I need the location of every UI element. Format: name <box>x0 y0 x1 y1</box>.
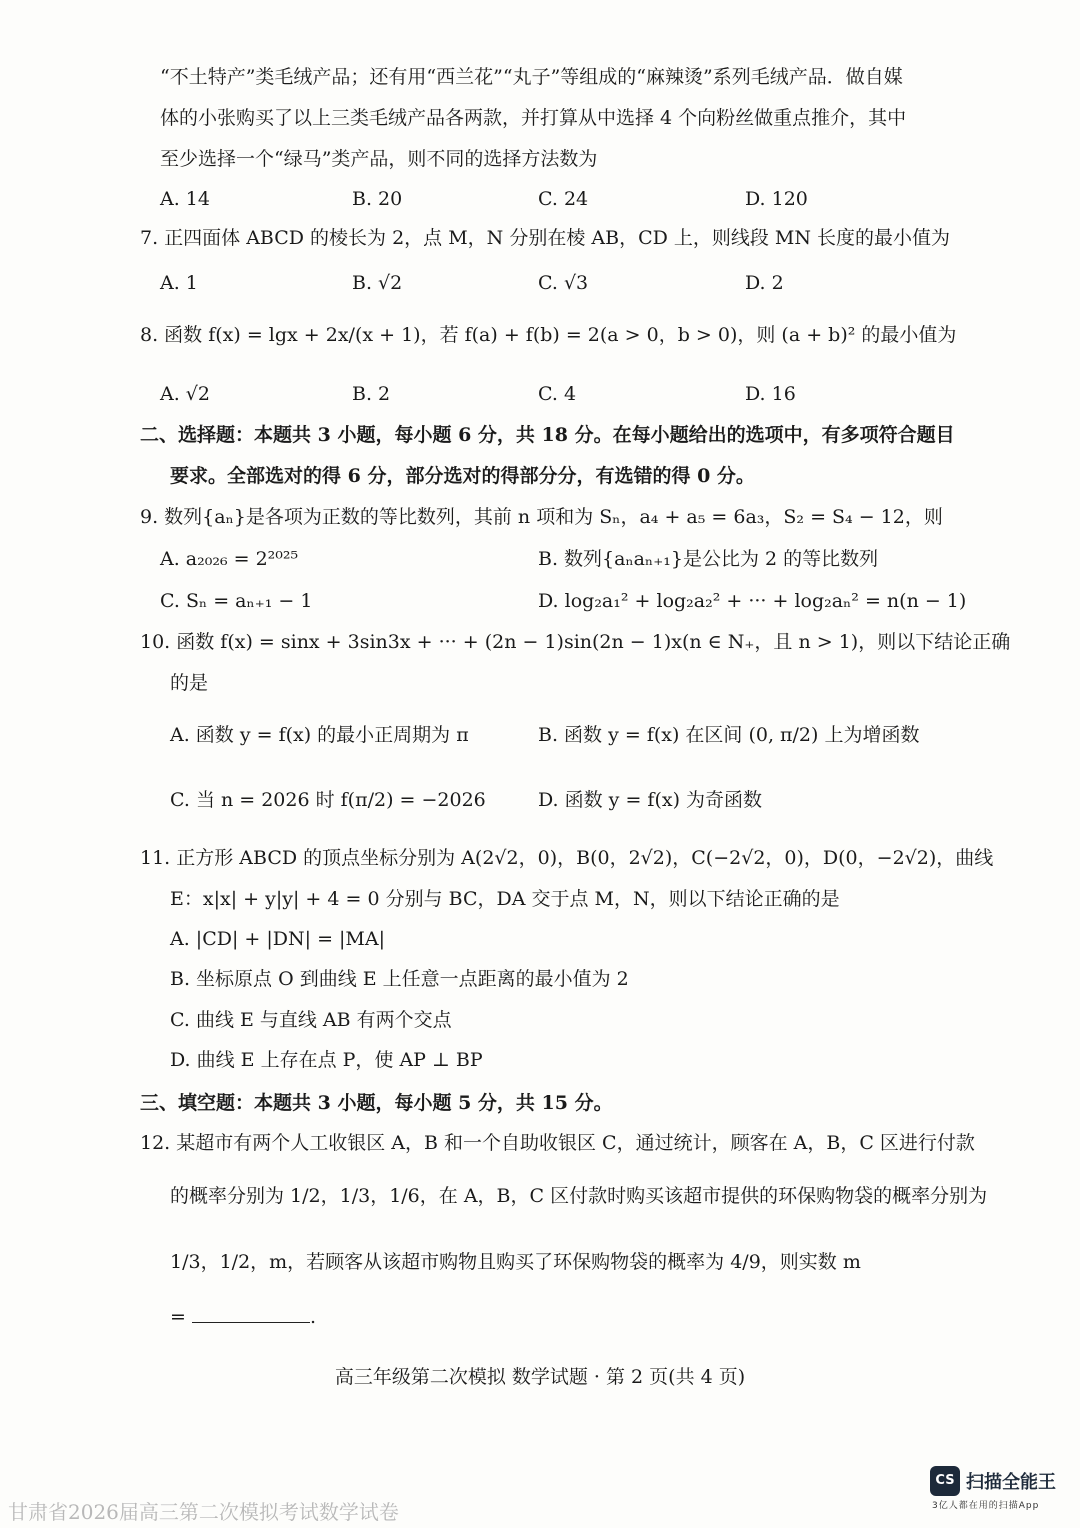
q11-stem-line-2: E：x|x| + y|y| + 4 = 0 分别与 BC，DA 交于点 M，N，则以下结论正确的是 <box>170 888 840 910</box>
watermark-text: 甘肃省2026届高三第二次模拟考试数学试卷 <box>8 1500 399 1524</box>
q12-stem-line-3: 1/3，1/2，m，若顾客从该超市购物且购买了环保购物袋的概率为 4/9，则实数 m <box>170 1251 861 1273</box>
q10-stem-line-1: 10. 函数 f(x) = sinx + 3sin3x + ··· + (2n − 1)sin(2n − 1)x(n ∈ N₊，且 n > 1)，则以下结论正确 <box>140 631 1011 653</box>
q8-option-c: C. 4 <box>538 383 577 405</box>
q6-option-b: B. 20 <box>352 188 403 210</box>
scanner-logo <box>930 1466 1070 1511</box>
q12-equals-sign: = <box>170 1306 186 1328</box>
q6-option-d: D. 120 <box>745 188 808 210</box>
section-2-heading-line-2: 要求。全部选对的得 6 分，部分选对的得部分分，有选错的得 0 分。 <box>170 465 755 487</box>
q9-option-a: A. a₂₀₂₆ = 2²⁰²⁵ <box>160 548 299 570</box>
q8-option-d: D. 16 <box>745 383 796 405</box>
q9-option-d: D. log₂a₁² + log₂a₂² + ··· + log₂aₙ² = n(n − 1) <box>538 590 967 612</box>
q12-answer-blank[interactable] <box>192 1304 310 1323</box>
page-footer: 高三年级第二次模拟 数学试题 · 第 2 页(共 4 页) <box>334 1366 746 1388</box>
section-3-heading: 三、填空题：本题共 3 小题，每小题 5 分，共 15 分。 <box>140 1092 613 1114</box>
q7-option-b: B. √2 <box>352 272 403 294</box>
scanner-app-name: 扫描全能王 <box>966 1472 1056 1493</box>
q6-line-1: “不土特产”类毛绒产品；还有用“西兰花”“丸子”等组成的“麻辣烫”系列毛绒产品．做自媒 <box>160 66 903 88</box>
q12-answer-line <box>170 1304 316 1330</box>
q10-option-d: D. 函数 y = f(x) 为奇函数 <box>538 789 763 811</box>
q11-stem-line-1: 11. 正方形 ABCD 的顶点坐标分别为 A(2√2，0)，B(0，2√2)，C(−2√2，0)，D(0，−2√2)，曲线 <box>140 847 994 869</box>
scanner-tagline: 3亿人都在用的扫描App <box>932 1501 1040 1511</box>
q10-option-c: C. 当 n = 2026 时 f(π/2) = −2026 <box>170 789 486 811</box>
q11-option-a: A. |CD| + |DN| = |MA| <box>170 928 386 950</box>
q11-option-d: D. 曲线 E 上存在点 P，使 AP ⊥ BP <box>170 1049 483 1071</box>
q9-stem: 9. 数列{aₙ}是各项为正数的等比数列，其前 n 项和为 Sₙ，a₄ + a₅ = 6a₃，S₂ = S₄ − 12，则 <box>140 506 943 528</box>
q11-option-c: C. 曲线 E 与直线 AB 有两个交点 <box>170 1009 452 1031</box>
q12-stem-line-2: 的概率分别为 1/2，1/3，1/6，在 A，B，C 区付款时购买该超市提供的环保购物袋的概率分别为 <box>170 1185 988 1207</box>
q10-stem-line-2: 的是 <box>170 672 209 694</box>
q10-option-a: A. 函数 y = f(x) 的最小正周期为 π <box>170 724 469 746</box>
q7-option-d: D. 2 <box>745 272 784 294</box>
q6-line-2: 体的小张购买了以上三类毛绒产品各两款，并打算从中选择 4 个向粉丝做重点推介，其中 <box>160 107 907 129</box>
q6-option-a: A. 14 <box>160 188 210 210</box>
q9-option-c: C. Sₙ = aₙ₊₁ − 1 <box>160 590 313 612</box>
q12-stem-line-1: 12. 某超市有两个人工收银区 A，B 和一个自助收银区 C，通过统计，顾客在 A，B，C 区进行付款 <box>140 1132 975 1154</box>
q8-option-b: B. 2 <box>352 383 391 405</box>
q6-line-3: 至少选择一个“绿马”类产品，则不同的选择方法数为 <box>160 148 598 170</box>
section-2-heading-line-1: 二、选择题：本题共 3 小题，每小题 6 分，共 18 分。在每小题给出的选项中，有多项符合题目 <box>140 424 955 446</box>
q6-option-c: C. 24 <box>538 188 589 210</box>
q8-stem: 8. 函数 f(x) = lgx + 2x/(x + 1)，若 f(a) + f(b) = 2(a > 0，b > 0)，则 (a + b)² 的最小值为 <box>140 324 957 346</box>
q9-option-b: B. 数列{aₙaₙ₊₁}是公比为 2 的等比数列 <box>538 548 879 570</box>
camscanner-icon: CS <box>930 1466 960 1496</box>
q7-option-a: A. 1 <box>160 272 198 294</box>
q7-option-c: C. √3 <box>538 272 589 294</box>
q11-option-b: B. 坐标原点 O 到曲线 E 上任意一点距离的最小值为 2 <box>170 968 629 990</box>
q12-period: . <box>309 1306 317 1328</box>
q7-stem: 7. 正四面体 ABCD 的棱长为 2，点 M，N 分别在棱 AB，CD 上，则线段 MN 长度的最小值为 <box>140 227 951 249</box>
q8-option-a: A. √2 <box>160 383 210 405</box>
q10-option-b: B. 函数 y = f(x) 在区间 (0, π/2) 上为增函数 <box>538 724 920 746</box>
